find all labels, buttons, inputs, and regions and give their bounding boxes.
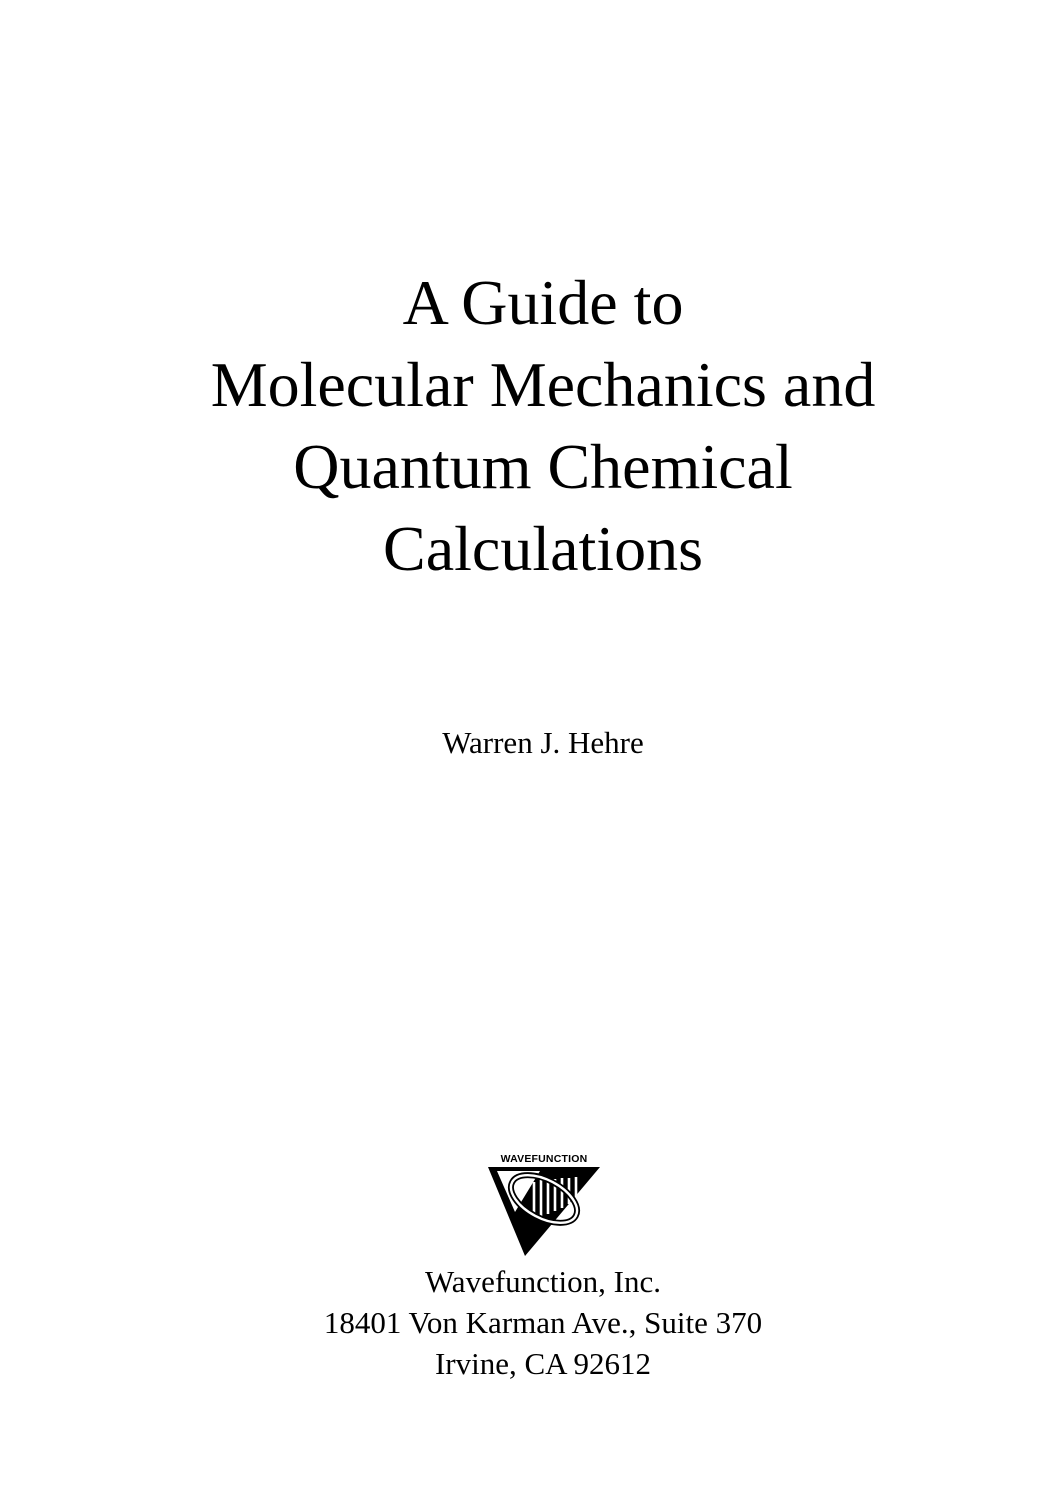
book-title [0, 262, 1050, 590]
title-line: A Guide to [402, 267, 684, 338]
publisher-address-line2: Irvine, CA 92612 [434, 1346, 652, 1381]
logo-wordmark: WAVEFUNCTION [500, 1153, 588, 1165]
title-line: Molecular Mechanics and [210, 349, 876, 420]
wavefunction-logo [482, 1152, 606, 1258]
title-line: Calculations [383, 513, 703, 584]
title-line: Quantum Chemical [293, 431, 793, 502]
publisher-address-line1: 18401 Von Karman Ave., Suite 370 [323, 1305, 763, 1340]
publisher-name: Wavefunction, Inc. [425, 1264, 661, 1299]
wavefunction-logo-icon [482, 1166, 606, 1258]
publisher-info [0, 1261, 1050, 1384]
author-name: Warren J. Hehre [442, 725, 644, 760]
